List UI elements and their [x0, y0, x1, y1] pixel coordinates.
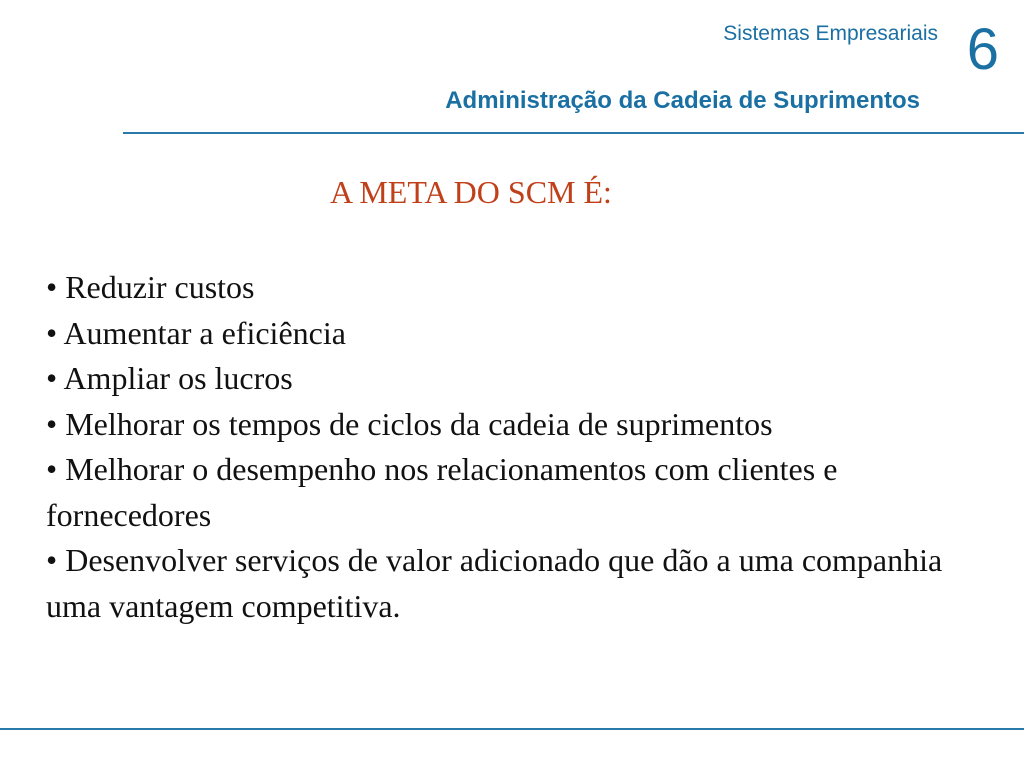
bullet-item-profits: • Ampliar os lucros [46, 360, 293, 396]
bullet-item-reduce-costs: • Reduzir custos [46, 269, 255, 305]
bullet-item-efficiency: • Aumentar a eficiência [46, 314, 346, 351]
bullet-item-cycle-times: • Melhorar os tempos de ciclos da cadeia de suprimentos [46, 405, 773, 442]
footer-divider [0, 728, 1024, 730]
bullet-item-relationships: • Melhorar o desempenho nos relacionamentos com clientes e fornecedores [46, 451, 838, 533]
page-title: Administração da Cadeia de Suprimentos [445, 87, 920, 114]
course-title: Sistemas Empresariais [723, 22, 938, 45]
bullet-item-value-added-services: • Desenvolver serviços de valor adicionado que dão a uma companhia uma vantagem competitiva. [46, 542, 943, 624]
header-divider [123, 132, 1024, 134]
chapter-number: 6 [966, 17, 999, 82]
slide-heading: A META DO SCM É: [330, 174, 612, 210]
bullet-list [46, 265, 976, 629]
